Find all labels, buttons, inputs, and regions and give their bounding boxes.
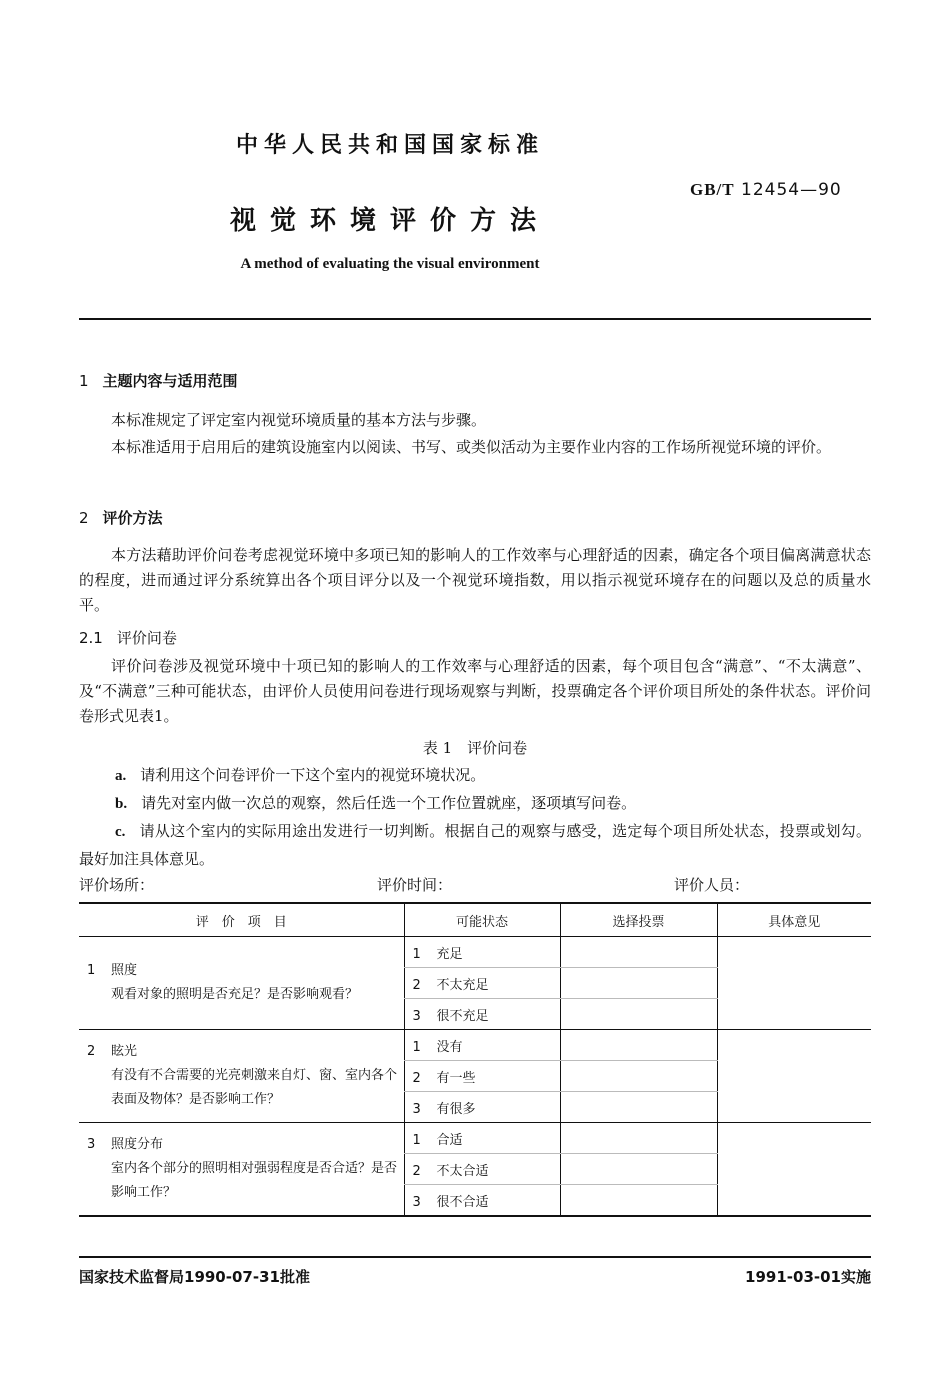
option-number: 3	[412, 1194, 421, 1210]
item-3-cell	[79, 1123, 404, 1217]
vote-cell[interactable]	[560, 1154, 717, 1185]
option-label: 有很多	[436, 1101, 476, 1117]
section-1-heading	[79, 370, 238, 391]
option-label: 充足	[436, 946, 463, 962]
code-prefix: GB/T	[690, 180, 735, 199]
section-2-heading	[79, 507, 163, 528]
item-2-name: 眩光	[111, 1044, 138, 1059]
table-row	[79, 1123, 871, 1154]
option-number: 2	[412, 1163, 421, 1179]
table-row	[79, 1030, 871, 1061]
item-1-name: 照度	[111, 963, 138, 978]
table-caption: 表 1 评价问卷	[422, 739, 528, 757]
document-title-en: A method of evaluating the visual environment	[240, 256, 540, 272]
item-3-comment-cell[interactable]	[717, 1123, 871, 1217]
section-1-paragraph-1: 本标准规定了评定室内视觉环境质量的基本方法与步骤。	[111, 411, 487, 429]
option-label: 有一些	[436, 1070, 476, 1086]
section-1-number: 1	[79, 372, 89, 390]
implementation-date: 1991-03-01实施	[745, 1268, 871, 1286]
item-3-option-3	[404, 1185, 560, 1217]
option-number: 2	[412, 1070, 421, 1086]
item-2-description: 有没有不合需要的光亮刺激来自灯、窗、室内各个表面及物体？是否影响工作？	[111, 1068, 398, 1107]
vote-cell[interactable]	[560, 1061, 717, 1092]
option-number: 3	[412, 1008, 421, 1024]
vote-cell[interactable]	[560, 1123, 717, 1154]
option-number: 1	[412, 1039, 421, 1055]
evaluation-time-label: 评价时间：	[377, 876, 453, 894]
section-2-1-heading	[79, 627, 177, 648]
header-vote: 选择投票	[560, 903, 717, 937]
section-2-title: 评价方法	[102, 509, 163, 527]
item-2-cell	[79, 1030, 404, 1123]
item-3-option-2	[404, 1154, 560, 1185]
option-number: 2	[412, 977, 421, 993]
instruction-a-text: 请利用这个问卷评价一下这个室内的视觉环境状况。	[140, 766, 486, 784]
vote-cell[interactable]	[560, 968, 717, 999]
option-label: 合适	[436, 1132, 463, 1148]
instruction-a-label: a.	[115, 768, 127, 784]
section-2-1-paragraph: 评价问卷涉及视觉环境中十项已知的影响人的工作效率与心理舒适的因素，每个项目包含“满意”、“不太满意”、及“不满意”三种可能状态，由评价人员使用问卷进行现场观察与判断，投票确定各个评价项目所处的条件状态。评价问卷形式见表1。	[79, 657, 871, 725]
approval-date: 国家技术监督局1990-07-31批准	[79, 1268, 310, 1286]
item-1-cell	[79, 937, 404, 1030]
standard-code	[690, 180, 842, 200]
evaluation-place-label: 评价场所：	[79, 876, 155, 894]
evaluator-label: 评价人员：	[674, 876, 750, 894]
vote-cell[interactable]	[560, 1092, 717, 1123]
item-3-number: 3	[87, 1137, 96, 1152]
vote-cell[interactable]	[560, 999, 717, 1030]
code-number: 12454—90	[741, 180, 842, 200]
item-2-option-2	[404, 1061, 560, 1092]
option-number: 1	[412, 1132, 421, 1148]
option-label: 很不充足	[436, 1008, 489, 1024]
instruction-b	[79, 790, 871, 818]
instruction-c-label: c.	[115, 824, 126, 840]
section-1-paragraph-2: 本标准适用于启用后的建筑设施室内以阅读、书写、或类似活动为主要作业内容的工作场所视觉环境的评价。	[111, 438, 832, 456]
option-label: 没有	[436, 1039, 463, 1055]
item-2-comment-cell[interactable]	[717, 1030, 871, 1123]
item-1-description: 观看对象的照明是否充足？是否影响观看？	[111, 987, 359, 1002]
option-number: 1	[412, 946, 421, 962]
option-label: 不太合适	[436, 1163, 489, 1179]
header-item: 评 价 项 目	[79, 903, 404, 937]
document-title: 视觉环境评价方法	[229, 206, 550, 236]
instruction-a	[79, 762, 871, 790]
footer-rule	[79, 1256, 871, 1258]
item-3-name: 照度分布	[111, 1137, 164, 1152]
section-2-number: 2	[79, 509, 89, 527]
instruction-c	[79, 818, 871, 873]
vote-cell[interactable]	[560, 1030, 717, 1061]
table-row	[79, 937, 871, 968]
item-3-option-1	[404, 1123, 560, 1154]
instruction-c-text: 请从这个室内的实际用途出发进行一切判断。根据自己的观察与感受，选定每个项目所处状态，投票或划勾。最好加注具体意见。	[79, 822, 871, 868]
option-label: 很不合适	[436, 1194, 489, 1210]
item-2-option-1	[404, 1030, 560, 1061]
header-possible-state: 可能状态	[404, 903, 560, 937]
national-standard-heading: 中华人民共和国国家标准	[235, 133, 544, 158]
header-rule	[79, 318, 871, 320]
section-2-1-number: 2.1	[79, 629, 103, 647]
vote-cell[interactable]	[560, 937, 717, 968]
option-number: 3	[412, 1101, 421, 1117]
instruction-b-label: b.	[115, 796, 128, 812]
item-1-option-2	[404, 968, 560, 999]
item-2-number: 2	[87, 1044, 96, 1059]
vote-cell[interactable]	[560, 1185, 717, 1217]
instruction-b-text: 请先对室内做一次总的观察，然后任选一个工作位置就座，逐项填写问卷。	[141, 794, 637, 812]
section-2-paragraph: 本方法藉助评价问卷考虑视觉环境中多项已知的影响人的工作效率与心理舒适的因素，确定各个项目偏离满意状态的程度，进而通过评分系统算出各个项目评分以及一个视觉环境指数，用以指示视觉环境存在的问题以及总的质量水平。	[79, 546, 871, 614]
item-1-option-1	[404, 937, 560, 968]
item-2-option-3	[404, 1092, 560, 1123]
item-3-description: 室内各个部分的照明相对强弱程度是否合适？是否影响工作？	[111, 1161, 398, 1200]
questionnaire-table	[79, 902, 871, 1217]
header-comment: 具体意见	[717, 903, 871, 937]
item-1-comment-cell[interactable]	[717, 937, 871, 1030]
table-header-row	[79, 903, 871, 937]
item-1-option-3	[404, 999, 560, 1030]
section-2-1-title: 评价问卷	[116, 629, 177, 647]
item-1-number: 1	[87, 963, 96, 978]
section-1-title: 主题内容与适用范围	[102, 372, 238, 390]
option-label: 不太充足	[436, 977, 489, 993]
